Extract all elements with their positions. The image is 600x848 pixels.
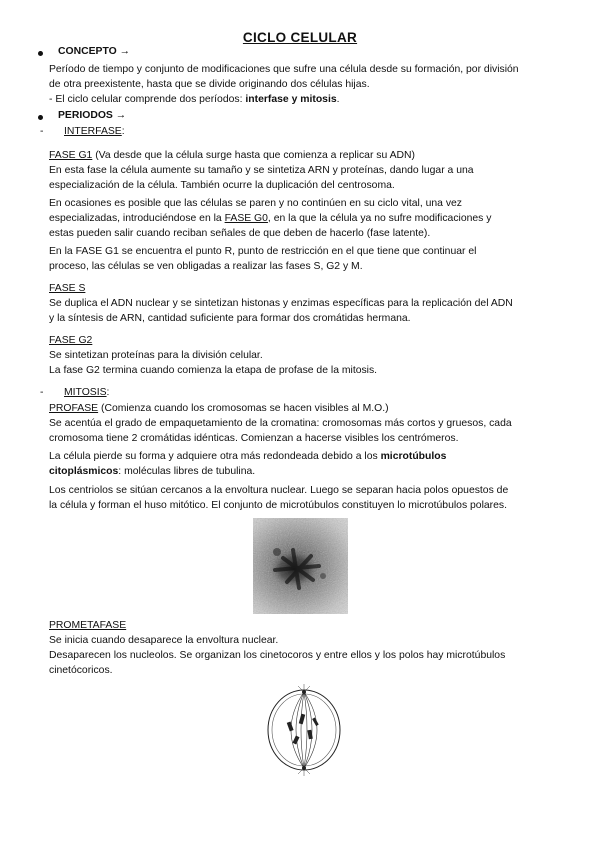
mitosis-heading [64, 386, 109, 401]
prometafase-spindle-drawing [258, 684, 350, 776]
prometafase-label: PROMETAFASE [49, 620, 127, 631]
concepto-heading: CONCEPTO → [58, 46, 130, 57]
concepto-line-2: de otra preexistente, hasta que se divide originando dos células hijas. [49, 79, 370, 90]
g1-heading [49, 149, 415, 164]
g1-p2-line-1: En ocasiones es posible que las células se paren y no continúen en su ciclo vital, una vez [49, 198, 462, 209]
mitosis-colon: : [106, 387, 110, 398]
concepto-line-3 [49, 93, 340, 108]
bullet-dot-icon [38, 51, 43, 56]
g1-line-2: especialización de la célula. También ocurre la duplicación del centrosoma. [49, 180, 395, 191]
page-title: CICLO CELULAR [242, 30, 358, 45]
mitosis-heading-text: MITOSIS [64, 387, 107, 398]
fase-g0-term: FASE G0 [224, 213, 268, 224]
profase-line-2: cromosoma tiene 2 cromátidas idénticas. Comienzan a hacerse visibles los centrómeros. [49, 433, 459, 444]
profase-p2-line-1 [49, 450, 446, 465]
g2-line-2: La fase G2 termina cuando comienza la etapa de profase de la mitosis. [49, 365, 378, 376]
g2-label: FASE G2 [49, 335, 93, 346]
profase-p2-line-2 [49, 465, 255, 480]
g1-p3-line-1: En la FASE G1 se encuentra el punto R, punto de restricción en el que tiene que continuar el [49, 246, 477, 257]
s-label: FASE S [49, 283, 86, 294]
profase-micrograph-image [253, 518, 348, 614]
s-line-1: Se duplica el ADN nuclear y se sintetizan histonas y enzimas específicas para la replicación del ADN [49, 298, 513, 309]
dash-marker: - [40, 387, 44, 398]
g1-line-1: En esta fase la célula aumente su tamaño y se sintetiza ARN y proteínas, dando lugar a una [49, 165, 474, 176]
g1-p2-post: , en la que la célula ya no sufre modificaciones y [267, 213, 492, 224]
concepto-line-3-text: - El ciclo celular comprende dos períodos: [49, 94, 246, 105]
g1-p2-line-2 [49, 212, 491, 227]
micrograph-texture [253, 518, 348, 614]
s-line-2: y la síntesis de ARN, cantidad suficiente para formar dos cromátidas hermana. [49, 313, 411, 324]
microtubulos-term: microtúbulos [380, 451, 447, 462]
dash-marker: - [40, 126, 44, 137]
concepto-period: . [336, 94, 340, 105]
profase-p2-post: : moléculas libres de tubulina. [118, 466, 256, 477]
g1-p2-line-3: estas pueden salir cuando reciban señales de que deben de hacerlo (fase latente). [49, 228, 431, 239]
g1-p2-pre: especializadas, introduciéndose en la [49, 213, 225, 224]
prometafase-line-3: cinetócoricos. [49, 665, 113, 676]
concepto-line-1: Período de tiempo y conjunto de modificaciones que sufre una célula desde su formación, por división [49, 64, 519, 75]
g2-line-1: Se sintetizan proteínas para la división celular. [49, 350, 263, 361]
g1-label: FASE G1 [49, 150, 93, 161]
profase-heading [49, 402, 389, 417]
profase-line-1: Se acentúa el grado de empaquetamiento de la cromatina: cromosomas más cortos y gruesos, cada [49, 418, 512, 429]
prometafase-line-1: Se inicia cuando desaparece la envoltura nuclear. [49, 635, 279, 646]
interfase-colon: : [121, 126, 125, 137]
g1-label-rest: (Va desde que la célula surge hasta que comienza a replicar su ADN) [92, 150, 415, 161]
profase-p3-line-1: Los centriolos se sitúan cercanos a la envoltura nuclear. Luego se separan hacia polos opuestos de [49, 485, 509, 496]
prometafase-line-2: Desaparecen los nucleolos. Se organizan los cinetocoros y entre ellos y los polos hay microtúbulos [49, 650, 506, 661]
profase-p3-line-2: la célula y forman el huso mitótico. El conjunto de microtúbulos constituyen lo microtúbulos polares. [49, 500, 507, 511]
concepto-bold-terms: interfase y mitosis [245, 94, 337, 105]
citoplasmicos-term: citoplásmicos [49, 466, 119, 477]
interfase-heading-text: INTERFASE [64, 126, 122, 137]
bullet-dot-icon [38, 115, 43, 120]
periodos-heading: PERIODOS → [58, 110, 127, 121]
interfase-heading [64, 125, 125, 140]
profase-label: PROFASE [49, 403, 99, 414]
profase-p2-pre: La célula pierde su forma y adquiere otra más redondeada debido a los [49, 451, 381, 462]
profase-label-rest: (Comienza cuando los cromosomas se hacen visibles al M.O.) [98, 403, 389, 414]
g1-p3-line-2: proceso, las células se ven obligadas a realizar las fases S, G2 y M. [49, 261, 363, 272]
